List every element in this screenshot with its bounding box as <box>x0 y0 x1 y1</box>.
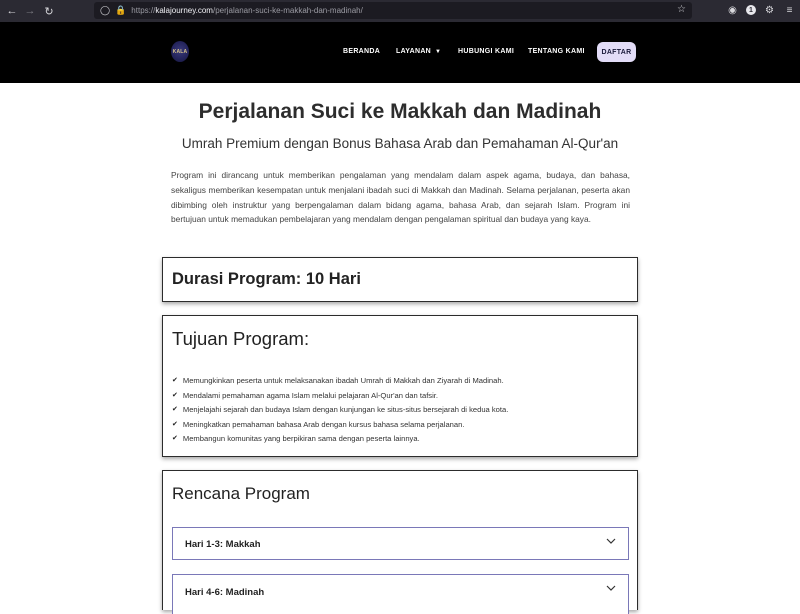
nav-services[interactable] <box>396 48 441 55</box>
list-item <box>172 389 508 404</box>
forward-icon[interactable]: → <box>24 5 36 17</box>
accordion-title: Hari 4-6: Madinah <box>185 587 265 598</box>
back-icon[interactable]: ← <box>6 5 18 17</box>
intro-paragraph: Program ini dirancang untuk memberikan pengalaman yang mendalam dalam aspek agama, budaya, dan bahasa, sekaligus memberikan kesempatan untuk menjalani ibadah suci di Makkah dan Madinah. Selama perjalanan, peserta akan dibimbing oleh instruktur yang berpengalaman dalam bidang agama, bahasa Arab, dan sejarah Islam. Program ini bertujuan untuk memadukan pembelajaran yang mendalam dengan pengalaman spiritual dan budaya yang kaya. <box>171 170 630 225</box>
browser-toolbar <box>0 0 800 22</box>
extension-badge[interactable]: 1 <box>746 5 756 15</box>
goals-heading: Tujuan Program: <box>172 328 310 349</box>
register-button[interactable]: DAFTAR <box>597 42 636 62</box>
page-subtitle: Umrah Premium dengan Bonus Bahasa Arab dan Pemahaman Al-Qur'an <box>181 136 619 151</box>
plan-heading: Rencana Program <box>172 484 310 503</box>
nav-contact[interactable]: HUBUNGI KAMI <box>458 48 515 55</box>
list-item <box>172 432 508 447</box>
check-icon: ✔ <box>172 406 178 414</box>
goals-card <box>162 315 638 457</box>
goal-text: Meningkatkan pemahaman bahasa Arab dengan kursus bahasa selama perjalanan. <box>182 419 465 429</box>
list-item <box>172 374 508 389</box>
accordion-item-madinah[interactable] <box>172 574 629 614</box>
nav-home[interactable]: BERANDA <box>343 48 381 55</box>
chevron-down-icon <box>606 536 616 546</box>
goal-text: Mendalami pemahaman agama Islam melalui pelajaran Al-Qur'an dan tafsir. <box>182 390 439 400</box>
list-item <box>172 403 508 418</box>
chevron-down-icon <box>606 583 616 593</box>
shield-icon[interactable]: ◯ <box>100 5 111 15</box>
menu-icon[interactable]: ≡ <box>786 4 793 16</box>
goal-text: Menjelajahi sejarah dan budaya Islam dengan kunjungan ke situs-situs bersejarah di kedua kota. <box>182 405 509 415</box>
address-bar[interactable] <box>94 2 692 19</box>
duration-heading: Durasi Program: 10 Hari <box>172 270 361 288</box>
extensions-icon[interactable]: ⚙ <box>765 4 774 16</box>
plan-card <box>162 470 638 610</box>
nav-about[interactable]: TENTANG KAMI <box>528 48 585 55</box>
pocket-icon[interactable]: ◉ <box>728 4 737 16</box>
page-title: Perjalanan Suci ke Makkah dan Madinah <box>198 100 602 123</box>
check-icon: ✔ <box>172 435 178 443</box>
site-header <box>0 22 800 83</box>
bookmark-star-icon[interactable]: ☆ <box>677 4 686 15</box>
logo-text: KALA <box>172 48 188 55</box>
list-item <box>172 418 508 433</box>
reload-icon[interactable]: ↻ <box>44 5 54 18</box>
caret-down-icon: ▼ <box>435 49 442 55</box>
site-logo[interactable] <box>171 41 189 62</box>
check-icon: ✔ <box>172 420 178 428</box>
lock-icon[interactable]: 🔒 <box>115 5 127 15</box>
url-text[interactable]: https://kalajourney.com/perjalanan-suci-ke-makkah-dan-madinah/ <box>131 6 363 15</box>
goal-text: Memungkinkan peserta untuk melaksanakan ibadah Umrah di Makkah dan Ziyarah di Madinah. <box>182 376 504 385</box>
check-icon: ✔ <box>172 377 178 384</box>
nav-services-label: LAYANAN <box>396 48 432 55</box>
accordion-item-makkah[interactable] <box>172 527 629 560</box>
accordion-title: Hari 1-3: Makkah <box>185 539 261 550</box>
check-icon: ✔ <box>172 391 178 399</box>
goals-list <box>172 374 508 447</box>
duration-card <box>162 257 638 302</box>
goal-text: Membangun komunitas yang berpikiran sama dengan peserta lainnya. <box>182 434 420 444</box>
